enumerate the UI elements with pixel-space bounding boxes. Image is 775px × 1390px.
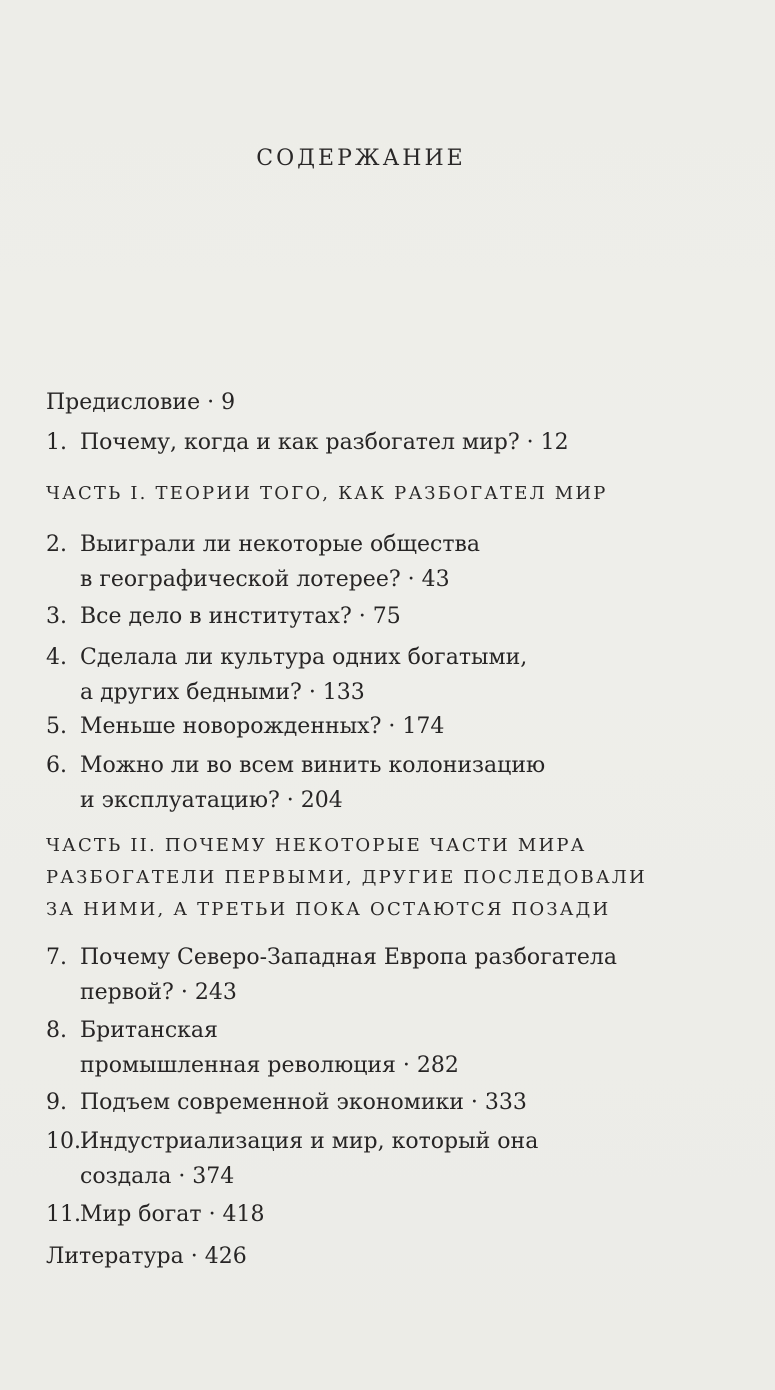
toc-entry-number: 11. [46,1202,81,1227]
toc-entry-text: Меньше новорожденных? · 174 [80,714,445,739]
toc-entry-5 [46,709,444,744]
toc-entry-1 [46,425,569,460]
toc-entry-text: Можно ли во всем винить колонизацию [80,753,546,778]
toc-entry-number: 4. [46,645,67,670]
toc-part-2-heading [46,830,647,926]
toc-part-2-line: РАЗБОГАТЕЛИ ПЕРВЫМИ, ДРУГИЕ ПОСЛЕДОВАЛИ [46,867,647,888]
toc-entry-text: Почему, когда и как разбогател мир? · 12 [80,430,569,455]
toc-entry-text: Литература · 426 [46,1244,247,1269]
toc-entry-3 [46,599,401,634]
toc-entry-number: 7. [46,945,67,970]
toc-entry-text: Выиграли ли некоторые общества [80,532,480,557]
toc-entry-6 [46,748,545,818]
toc-entry-text: Мир богат · 418 [80,1202,265,1227]
toc-entry-text: Британская [80,1018,218,1043]
toc-entry-text-continued: а других бедными? · 133 [80,680,365,705]
toc-entry-number: 5. [46,714,67,739]
toc-entry-text-continued: создала · 374 [80,1164,235,1189]
toc-part-1-heading: ЧАСТЬ I. ТЕОРИИ ТОГО, КАК РАЗБОГАТЕЛ МИР [46,483,608,504]
toc-entry-text: Индустриализация и мир, который она [80,1129,539,1154]
toc-part-2-line: ЗА НИМИ, А ТРЕТЬИ ПОКА ОСТАЮТСЯ ПОЗАДИ [46,899,611,920]
toc-entry-number: 1. [46,430,67,455]
toc-entry-8 [46,1013,459,1083]
toc-entry-preface [46,385,235,420]
toc-entry-text-continued: в географической лотерее? · 43 [80,567,450,592]
toc-part-2-line: ЧАСТЬ II. ПОЧЕМУ НЕКОТОРЫЕ ЧАСТИ МИРА [46,835,587,856]
toc-entry-text: Сделала ли культура одних богатыми, [80,645,528,670]
toc-entry-text-continued: промышленная революция · 282 [80,1053,459,1078]
toc-entry-2 [46,527,480,597]
toc-entry-number: 8. [46,1018,67,1043]
toc-entry-number: 6. [46,753,67,778]
toc-entry-10 [46,1124,538,1194]
toc-entry-number: 3. [46,604,67,629]
toc-entry-4 [46,640,527,710]
toc-entry-number: 9. [46,1090,67,1115]
toc-entry-11 [46,1197,265,1232]
toc-entry-text: Предисловие · 9 [46,390,236,415]
toc-entry-text-continued: и эксплуатацию? · 204 [80,788,343,813]
toc-entry-text-continued: первой? · 243 [80,980,237,1005]
toc-entry-number: 10. [46,1129,81,1154]
toc-entry-text: Подъем современной экономики · 333 [80,1090,527,1115]
toc-entry-literature [46,1239,247,1274]
toc-entry-number: 2. [46,532,67,557]
toc-entry-text: Все дело в институтах? · 75 [80,604,401,629]
toc-entry-text: Почему Северо-Западная Европа разбогатела [80,945,618,970]
toc-entry-9 [46,1085,527,1120]
toc-entry-7 [46,940,617,1010]
page-title: СОДЕРЖАНИЕ [256,146,466,171]
